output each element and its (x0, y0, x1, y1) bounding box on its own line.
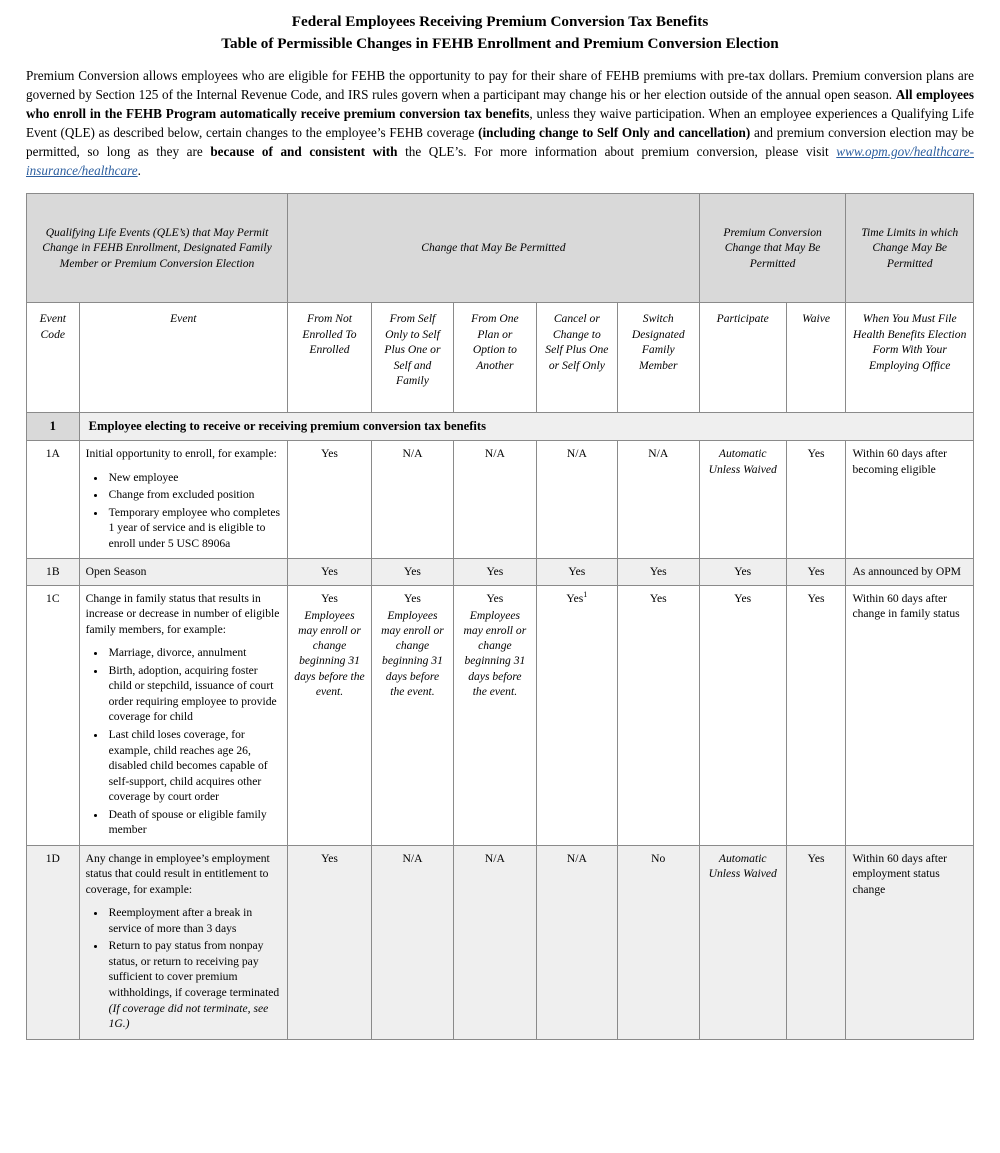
row-event-lead: Open Season (85, 565, 147, 579)
group-header-change-permitted: Change that May Be Permitted (288, 194, 700, 303)
cell-from-not-enrolled: Yes (288, 441, 372, 559)
cell-from-self-only: N/A (371, 845, 453, 1039)
list-item: • Marriage, divorce, annulment (106, 645, 281, 661)
row-event-bullets (86, 470, 281, 552)
group-header-time-limits: Time Limits in which Change May Be Permitted (846, 194, 974, 303)
cell-from-one-plan: N/A (453, 845, 536, 1039)
list-item: • Death of spouse or eligible family member (106, 807, 281, 838)
column-header-participate: Participate (699, 303, 786, 413)
title-line-2: Table of Permissible Changes in FEHB Enrollment and Premium Conversion Election (221, 34, 779, 52)
cell-time-limit: Within 60 days after change in family status (846, 585, 974, 845)
intro-bold-1: All employees who enroll in the FEHB Program automatically receive premium conversion tax benefits (26, 87, 974, 122)
table-row (27, 845, 974, 1039)
cell-switch-designated: No (617, 845, 699, 1039)
column-header-when-you-must-file: When You Must File Health Benefits Election Form With Your Employing Office (846, 303, 974, 413)
section-title: Employee electing to receive or receiving premium conversion tax benefits (79, 413, 973, 441)
cell-note: Employees may enroll or change beginning 31 days before the event. (381, 609, 444, 698)
cell-participate: Yes (699, 559, 786, 586)
cell-from-not-enrolled: Yes (288, 559, 372, 586)
cell-value: Yes (566, 591, 584, 605)
cell-time-limit: Within 60 days after becoming eligible (846, 441, 974, 559)
row-event-description (79, 585, 287, 845)
intro-text-4: the QLE’s. For more information about premium conversion, please visit (397, 144, 837, 160)
row-event-bullets (86, 905, 281, 1031)
cell-from-self-only: N/A (371, 441, 453, 559)
table-row (27, 559, 974, 586)
cell-value: Yes (404, 591, 421, 605)
row-event-code: 1B (27, 559, 80, 586)
column-header-event: Event (79, 303, 287, 413)
cell-note: Employees may enroll or change beginning 31 days before the event. (294, 609, 365, 698)
cell-value: Yes (486, 591, 504, 605)
row-event-description (79, 559, 287, 586)
row-event-bullets (86, 645, 281, 837)
cell-from-one-plan: Yes (453, 559, 536, 586)
cell-participate: Automatic Unless Waived (699, 441, 786, 559)
row-event-code: 1C (27, 585, 80, 845)
intro-paragraph (26, 66, 974, 180)
cell-cancel-or-change (536, 585, 617, 845)
list-item: • Temporary employee who completes 1 year of service and is eligible to enroll under 5 USC 8906a (106, 505, 281, 552)
cell-cancel-or-change: Yes (536, 559, 617, 586)
cell-note: Employees may enroll or change beginning 31 days before the event. (463, 609, 527, 698)
cell-cancel-or-change: N/A (536, 845, 617, 1039)
footnote-marker: 1 (583, 589, 588, 599)
intro-bold-2: (including change to Self Only and cancellation) (478, 125, 751, 141)
intro-bold-3: because of and consistent with (210, 144, 398, 160)
row-event-code: 1A (27, 441, 80, 559)
cell-participate: Yes (699, 585, 786, 845)
section-number: 1 (27, 413, 80, 441)
cell-from-self-only: Yes (371, 559, 453, 586)
row-event-description (79, 441, 287, 559)
cell-cancel-or-change: N/A (536, 441, 617, 559)
cell-switch-designated: N/A (617, 441, 699, 559)
table-row (27, 585, 974, 845)
cell-from-not-enrolled: Yes (288, 845, 372, 1039)
cell-from-one-plan (453, 585, 536, 845)
cell-value: Yes (321, 591, 338, 605)
page-title (26, 11, 974, 54)
cell-from-not-enrolled (288, 585, 372, 845)
cell-time-limit: Within 60 days after employment status change (846, 845, 974, 1039)
list-item: • Change from excluded position (106, 487, 281, 503)
intro-text-2: , unless they waive participation. When an employee experiences a Qualifying Life Event (QLE) as described below, certain changes to the employee’s FEHB coverage (26, 106, 974, 141)
column-header-cancel-or-change: Cancel or Change to Self Plus One or Self Only (536, 303, 617, 413)
cell-waive: Yes (786, 845, 846, 1039)
row-event-code: 1D (27, 845, 80, 1039)
cell-waive: Yes (786, 585, 846, 845)
cell-switch-designated: Yes (617, 559, 699, 586)
list-item: • Reemployment after a break in service of more than 3 days (106, 905, 281, 936)
intro-text-5: . (137, 163, 141, 179)
cell-from-one-plan: N/A (453, 441, 536, 559)
section-banner-row (27, 413, 974, 441)
group-header-qle: Qualifying Life Events (QLE’s) that May Permit Change in FEHB Enrollment, Designated Family Member or Premium Conversion Election (27, 194, 288, 303)
cell-participate: Automatic Unless Waived (699, 845, 786, 1039)
table-column-header-row (27, 303, 974, 413)
list-item: • Birth, adoption, acquiring foster child or stepchild, issuance of court order requiring employee to provide coverage for child (106, 663, 281, 725)
title-line-1: Federal Employees Receiving Premium Conversion Tax Benefits (291, 13, 709, 30)
list-item: • Last child loses coverage, for example, child reaches age 26, disabled child becomes capable of self-support, child acquires other coverage by court order (106, 727, 281, 805)
cell-waive: Yes (786, 559, 846, 586)
cell-time-limit: As announced by OPM (846, 559, 974, 586)
permissible-changes-table (26, 193, 974, 1039)
column-header-from-one-plan: From One Plan or Option to Another (453, 303, 536, 413)
intro-text-1: Premium Conversion allows employees who are eligible for FEHB the opportunity to pay for their share of FEHB premiums with pre-tax dollars. Premium conversion plans are governed by Section 125 of the Internal Revenue Code, and IRS rules govern when a participant may change his or her election outside of the annual open season. (26, 68, 974, 103)
opm-healthcare-link[interactable]: www.opm.gov/healthcare-insurance/healthcare (26, 144, 974, 179)
column-header-switch-designated: Switch Designated Family Member (617, 303, 699, 413)
row-event-lead: Any change in employee’s employment status that could result in entitlement to coverage, for example: (85, 851, 270, 896)
column-header-from-self-only: From Self Only to Self Plus One or Self and Family (371, 303, 453, 413)
intro-text-3: and premium conversion election may be permitted, so long as they are (26, 125, 974, 160)
column-header-from-not-enrolled: From Not Enrolled To Enrolled (288, 303, 372, 413)
cell-from-self-only (371, 585, 453, 845)
table-row (27, 441, 974, 559)
list-item: • Return to pay status from nonpay status, or return to receiving pay sufficient to cover premium withholdings, if coverage terminated (If coverage did not terminate, see 1G.) (106, 938, 281, 1031)
column-header-waive: Waive (786, 303, 846, 413)
row-event-description (79, 845, 287, 1039)
row-event-lead: Initial opportunity to enroll, for example: (85, 447, 277, 461)
list-item: • New employee (106, 470, 281, 486)
cell-switch-designated: Yes (617, 585, 699, 845)
row-event-lead: Change in family status that results in increase or decrease in number of eligible family members, for example: (85, 591, 280, 636)
group-header-premium-conversion-change: Premium Conversion Change that May Be Permitted (699, 194, 846, 303)
column-header-event-code: Event Code (27, 303, 80, 413)
cell-waive: Yes (786, 441, 846, 559)
table-group-header-row (27, 194, 974, 303)
